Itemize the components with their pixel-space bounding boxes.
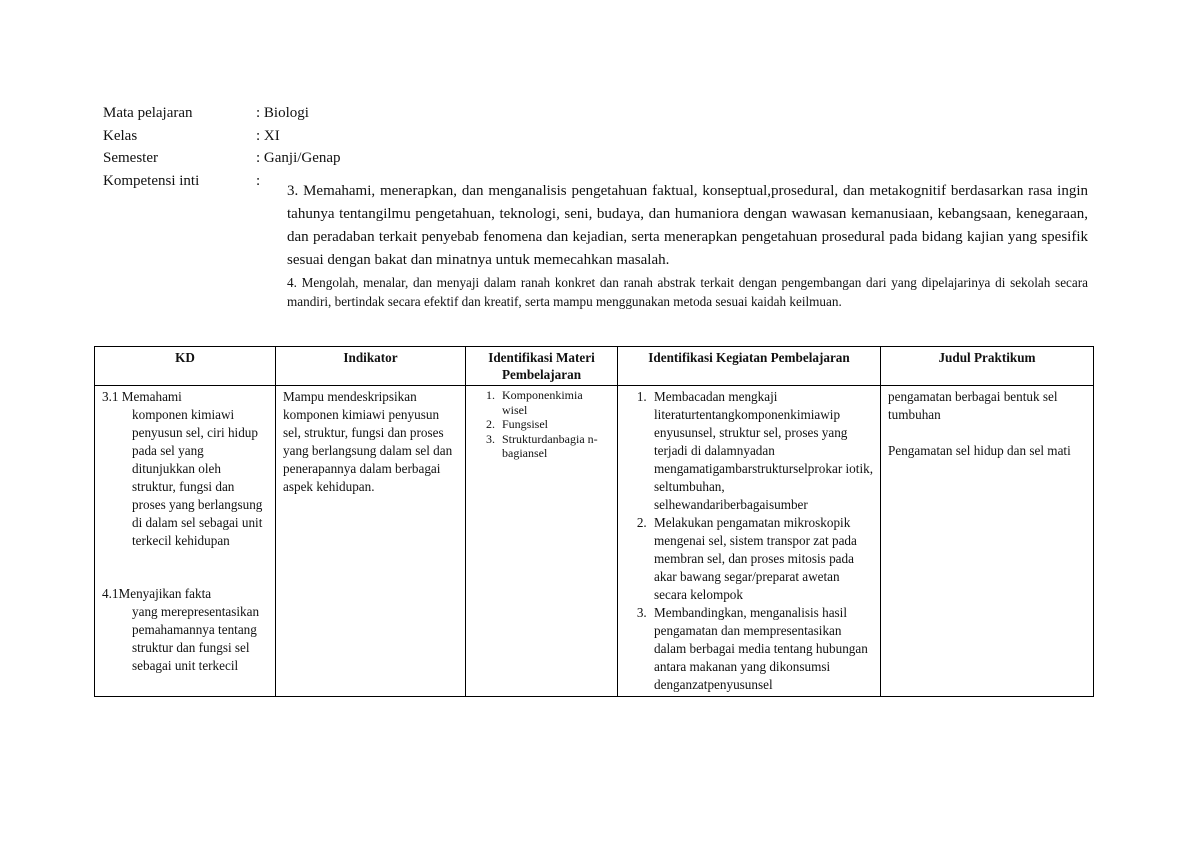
table-row — [95, 386, 1094, 697]
indikator-cell: Mampu mendeskripsikan komponen kimiawi penyusun sel, struktur, fungsi dan proses yang berlangsung dalam sel dan penerapannya dalam berbagai aspek kehidupan. — [276, 386, 466, 697]
header-kd: KD — [95, 347, 276, 386]
header-indikator: Indikator — [276, 347, 466, 386]
table-header-row — [95, 347, 1094, 386]
ki3-text: 3. Memahami, menerapkan, dan menganalisis pengetahuan faktual, konseptual,prosedural, dan metakognitif berdasarkan rasa ingin tahunya tentangilmu pengetahuan, teknologi, seni, budaya, dan humaniora dengan wawasan kemanusiaan, kebangsaan, kenegaraan, dan peradaban terkait penyebab fenomena dan kejadian, serta menerapkan pengetahuan prosedural pada bidang kajian yang spesifik sesuai dengan bakat dan minatnya untuk memecahkan masalah. — [287, 183, 1088, 268]
ki-label: Kompetensi inti — [103, 172, 200, 189]
judul-cell — [881, 386, 1094, 697]
meta-row-kelas — [103, 125, 1098, 148]
list-item: 3. Membandingkan, menganalisis hasil pengamatan dan mempresentasikan dalam berbagai media tentang hubungan antara makanan yang dikonsumsi denganzatpenyusunsel — [650, 604, 873, 694]
list-item: 3. Strukturdanbagia n-bagiansel — [498, 432, 610, 461]
materi-list — [473, 388, 610, 461]
meta-row-semester — [103, 147, 1098, 170]
kompetensi-inti — [287, 180, 1088, 311]
kd-3-1-first: 3.1 Memahami — [102, 389, 182, 404]
list-item: 2. Melakukan pengamatan mikroskopik mengenai sel, sistem transpor zat pada membran sel, dan proses mitosis pada akar bawang segar/preparat awetan secara kelompok — [650, 514, 873, 604]
kegiatan-list — [625, 388, 873, 694]
kd-3-1-rest: komponen kimiawi penyusun sel, ciri hidup pada sel yang ditunjukkan oleh struktur, fungsi dan proses yang berlangsung di dalam sel sebagai unit terkecil kehidupan — [132, 407, 263, 548]
list-item: 2. Fungsisel — [498, 417, 610, 432]
mapel-label: Mata pelajaran — [103, 105, 193, 121]
list-item: 1. Komponenkimia wisel — [498, 388, 610, 417]
kd-item-3-1 — [102, 388, 268, 550]
ki-separator: : — [256, 172, 261, 189]
curriculum-table — [94, 346, 1094, 697]
judul-2: Pengamatan sel hidup dan sel mati — [888, 443, 1071, 458]
list-item: 1. Membacadan mengkaji literaturtentangkomponenkimiawip enyusunsel, struktur sel, proses yang terjadi di dalamnyadan mengamatigambarstrukturselprokar iotik, seltumbuhan, selhewandariberbagaisumber — [650, 388, 873, 514]
meta-row-mapel — [103, 102, 1098, 125]
kelas-label: Kelas — [103, 127, 138, 144]
materi-cell — [466, 386, 618, 697]
kd-4-1-first: 4.1Menyajikan fakta — [102, 586, 212, 601]
header-kegiatan: Identifikasi Kegiatan Pembelajaran — [618, 347, 881, 386]
course-info — [103, 102, 1098, 192]
kd-item-4-1 — [102, 585, 268, 675]
header-materi: Identifikasi Materi Pembelajaran — [466, 347, 618, 386]
header-judul: Judul Praktikum — [881, 347, 1094, 386]
kegiatan-cell — [618, 386, 881, 697]
mapel-value: : Biologi — [256, 105, 309, 121]
semester-label: Semester — [103, 150, 158, 166]
ki4-text: 4. Mengolah, menalar, dan menyaji dalam ranah konkret dan ranah abstrak terkait dengan pengembangan dari yang dipelajarinya di sekolah secara mandiri, bertindak secara efektif dan kreatif, serta mampu menggunakan metoda sesuai kaidah keilmuan. — [287, 275, 1088, 309]
judul-1: pengamatan berbagai bentuk sel tumbuhan — [888, 389, 1058, 422]
kd-cell — [95, 386, 276, 697]
kd-4-1-rest: yang merepresentasikan pemahamannya tentang struktur dan fungsi sel sebagai unit terkecil — [132, 604, 260, 673]
kelas-value: : XI — [256, 127, 280, 144]
semester-value: : Ganji/Genap — [256, 150, 341, 166]
